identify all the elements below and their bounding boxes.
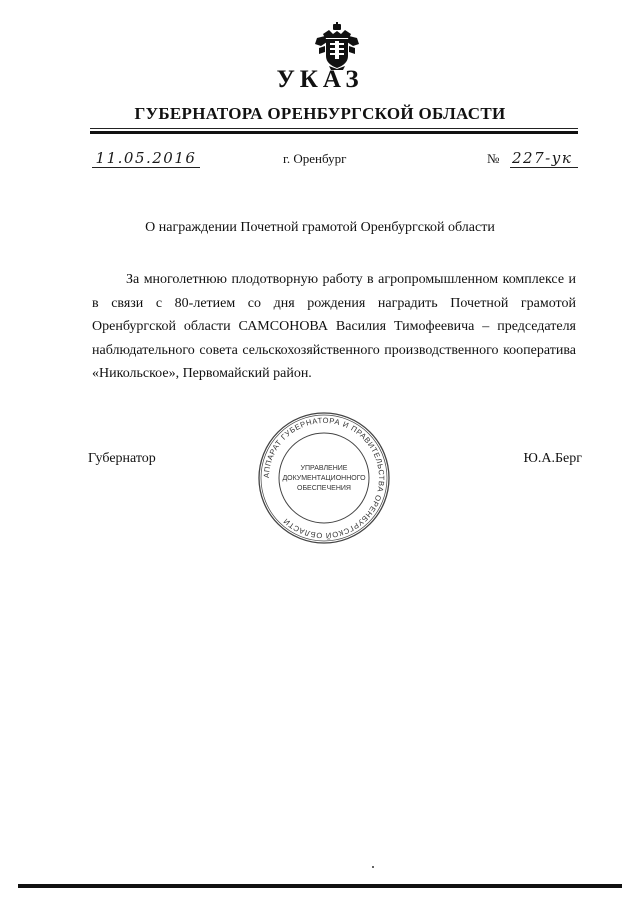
stamp-center-line-3: ОБЕСПЕЧЕНИЯ [297, 485, 351, 492]
document-number: 227-ук [510, 150, 578, 168]
stamp-outer-text: АППАРАТ ГУБЕРНАТОРА И ПРАВИТЕЛЬСТВА ОРЕНБУРГСКОЙ ОБЛАСТИ [261, 415, 387, 541]
stamp-center-line-2: ДОКУМЕНТАЦИОННОГО [282, 475, 366, 482]
coat-of-arms-icon [313, 22, 361, 70]
document-number-label: № [487, 151, 500, 166]
decree-heading: О награждении Почетной грамотой Оренбургской области [145, 220, 495, 235]
page-bottom-border [18, 884, 622, 888]
decree-body: За многолетнюю плодотворную работу в агропромышленном комплексе и в связи с 80-летием со дня рождения наградить Почетной грамотой Оренбургской области САМСОНОВА Василия Тимофеевича – председателя наблюдательного совета сельскохозяйственного производственного кооператива «Никольское», Первомайский район. [92, 272, 576, 381]
header-divider-thin [90, 128, 578, 129]
document-city: г. Оренбург [283, 151, 347, 166]
signatory-position: Губернатор [88, 451, 156, 466]
scan-speck [372, 866, 374, 868]
document-title: УКАЗ [276, 66, 364, 93]
document-subtitle: ГУБЕРНАТОРА ОРЕНБУРГСКОЙ ОБЛАСТИ [134, 104, 506, 123]
signatory-name: Ю.А.Берг [523, 451, 582, 466]
stamp-center-line-1: УПРАВЛЕНИЕ [300, 465, 348, 472]
official-stamp [256, 410, 392, 546]
document-date: 11.05.2016 [92, 150, 200, 168]
header-divider-thick [90, 131, 578, 134]
